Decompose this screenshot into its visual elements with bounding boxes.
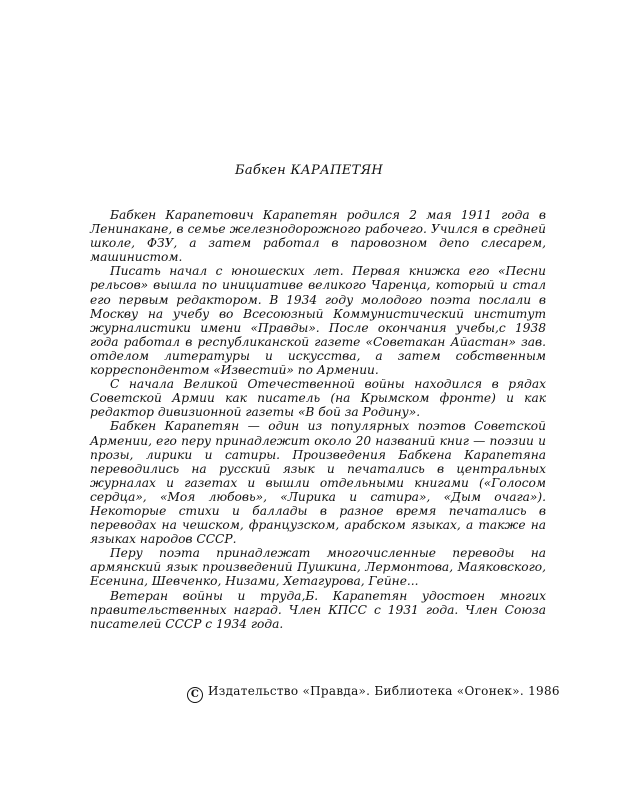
biography-paragraph: С начала Великой Отечественной войны находился в рядах Советской Армии как писатель (на Крымском фронте) и как редактор дивизионной газеты «В бой за Родину». xyxy=(90,377,546,420)
biography-paragraph: Ветеран войны и труда,Б. Карапетян удостоен многих правительственных наград. Член КПСС с 1931 года. Член Союза писателей СССР с 1934 года. xyxy=(90,588,546,631)
biography-paragraph: Перу поэта принадлежат многочисленные переводы на армянский язык произведений Пушкина, Лермонтова, Маяковского, Есенина, Шевченко, Низами, Хетагурова, Гейне... xyxy=(90,546,546,589)
biography-text xyxy=(90,208,546,631)
biography-paragraph: Бабкен Карапетович Карапетян родился 2 мая 1911 года в Ленинакане, в семье железнодорожного рабочего. Учился в средней школе, ФЗУ, а затем работал в паровозном депо слесарем, машинистом. xyxy=(90,208,546,265)
author-title: Бабкен КАРАПЕТЯН xyxy=(234,163,384,178)
copyright-icon: C xyxy=(187,687,203,703)
copyright-text: Издательство «Правда». Библиотека «Огонек». 1986 xyxy=(208,684,560,698)
biography-paragraph: Бабкен Карапетян — один из популярных поэтов Советской Армении, его перу принадлежит около 20 названий книг — поэзии и прозы, лирики и сатиры. Произведения Бабкена Карапетяна переводились на русский язык и печатались в центральных журналах и газетах и вышли отдельными книгами («Голосом сердца», «Моя любовь», «Лирика и сатира», «Дым очага»). Некоторые стихи и баллады в разное время печатались в переводах на чешском, французском, арабском языках, а также на языках народов СССР. xyxy=(90,419,546,547)
biography-paragraph: Писать начал с юношеских лет. Первая книжка его «Песни рельсов» вышла по инициативе великого Чаренца, который и стал его первым редактором. В 1934 году молодого поэта послали в Москву на учебу во Всесоюзный Коммунистический институт журналистики имени «Правды». После окончания учебы,с 1938 года работал в республиканской газете «Советакан Айастан» зав. отделом литературы и искусства, а затем собственным корреспондентом «Известий» по Армении. xyxy=(90,264,546,378)
copyright-line xyxy=(187,684,560,703)
